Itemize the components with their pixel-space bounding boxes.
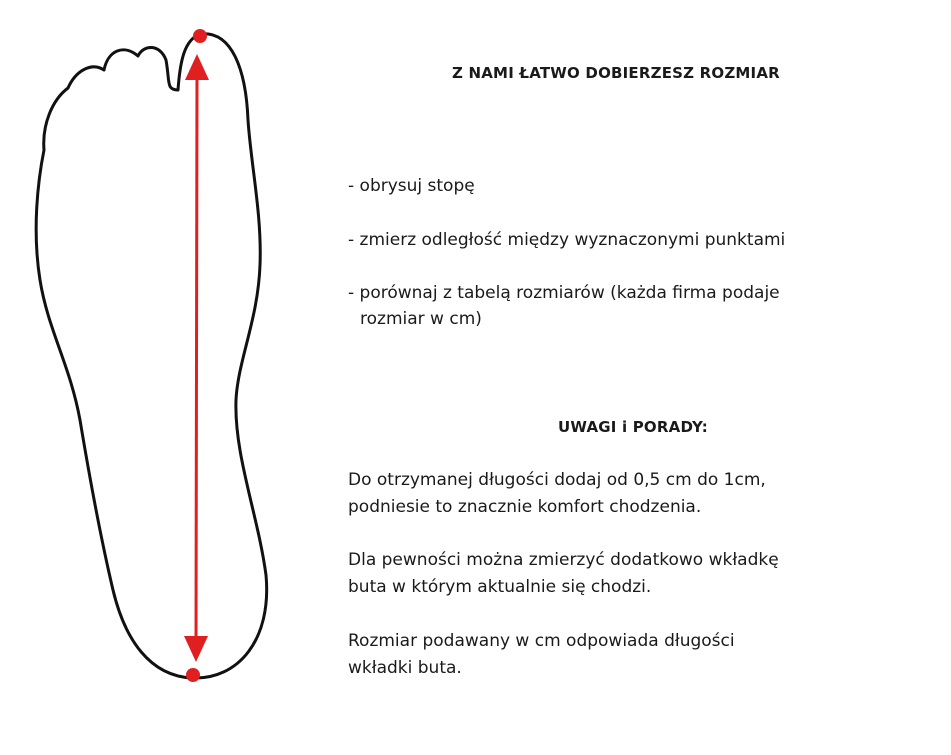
foot-measurement-figure (0, 0, 300, 755)
double-arrow-icon (184, 54, 209, 662)
step-compare-table-continued: rozmiar w cm) (360, 309, 482, 329)
tip-size-in-cm: Rozmiar podawany w cm odpowiada długości (348, 631, 735, 651)
tips-heading: UWAGI i PORADY: (558, 418, 708, 436)
foot-outline-icon (36, 34, 267, 678)
instructions-panel (348, 0, 938, 755)
tip-add-length-continued: podniesie to znacznie komfort chodzenia. (348, 497, 702, 517)
tip-add-length: Do otrzymanej długości dodaj od 0,5 cm do 1cm, (348, 470, 766, 490)
measure-point-icon (193, 29, 207, 43)
measure-point-icon (186, 668, 200, 682)
tip-measure-insole-continued: buta w którym aktualnie się chodzi. (348, 577, 652, 597)
tip-measure-insole: Dla pewności można zmierzyć dodatkowo wkładkę (348, 550, 779, 570)
step-compare-table: - porównaj z tabelą rozmiarów (każda firma podaje (348, 283, 780, 303)
step-measure-distance: - zmierz odległość między wyznaczonymi punktami (348, 230, 786, 250)
tip-size-in-cm-continued: wkładki buta. (348, 658, 462, 678)
page-title: Z NAMI ŁATWO DOBIERZESZ ROZMIAR (452, 64, 780, 82)
step-trace-foot: - obrysuj stopę (348, 176, 475, 196)
